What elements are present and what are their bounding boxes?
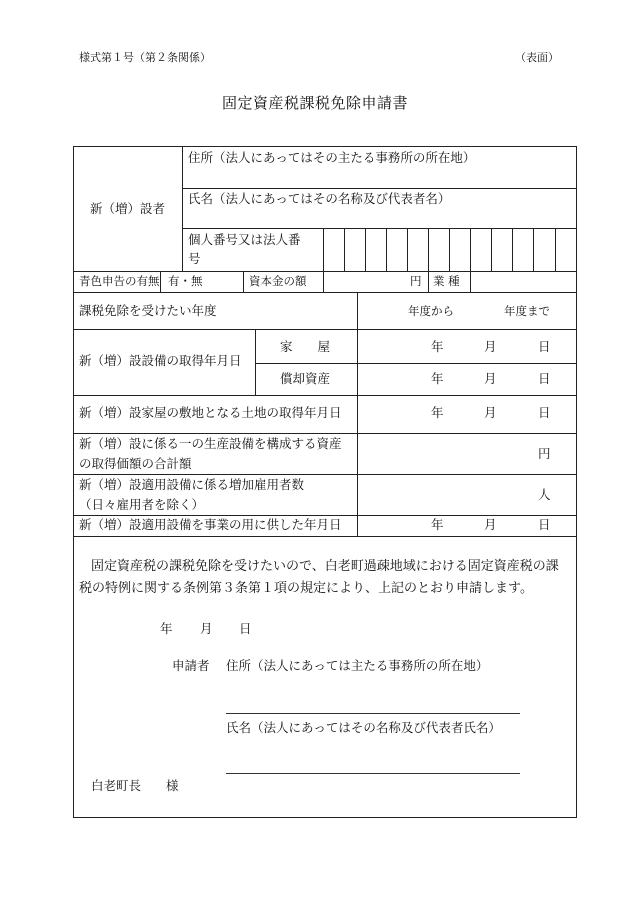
col-line: [357, 292, 358, 536]
id-digit-line: [449, 228, 450, 271]
capital-yen: 円: [410, 274, 422, 288]
total-cost-label: 新（増）設に係る一の生産設備を構成する資産: [79, 436, 342, 451]
depreciable-day: 日: [538, 371, 551, 386]
house-year: 年: [431, 339, 444, 354]
row-line: [73, 433, 577, 434]
application-body-line2: 税の特例に関する条例第３条第１項の規定により、上記のとおり申請します。: [79, 581, 533, 596]
face-label: （表面）: [515, 51, 559, 64]
form-title: 固定資産税課税免除申請書: [221, 94, 408, 112]
id-digit-line: [428, 228, 429, 271]
address-label: 住所（法人にあってはその主たる事務所の所在地）: [188, 150, 476, 165]
applicant-name: 氏名（法人にあってはその名称及び代表者氏名）: [226, 720, 501, 735]
land-month: 月: [484, 405, 497, 420]
addressee: 白老町長 様: [91, 778, 179, 793]
row-line: [182, 188, 577, 189]
col-line: [255, 329, 256, 395]
id-number-label: 個人番号又は法人番: [188, 232, 301, 247]
col-line: [243, 271, 244, 292]
id-digit-line: [407, 228, 408, 271]
house-label: 家 屋: [280, 339, 331, 354]
exempt-year-label: 課税免除を受けたい年度: [79, 303, 217, 318]
blue-return-options: 有・無: [168, 274, 203, 288]
land-year: 年: [431, 405, 444, 420]
business-use-label: 新（増）設適用設備を事業の用に供した年月日: [79, 517, 342, 532]
id-digit-line: [512, 228, 513, 271]
row-line: [73, 271, 577, 272]
col-line: [428, 271, 429, 292]
id-digit-line: [365, 228, 366, 271]
id-digit-line: [344, 228, 345, 271]
total-cost-yen: 円: [538, 446, 551, 461]
from-year: 年度から: [408, 304, 454, 318]
application-date-day: 日: [239, 621, 252, 636]
id-digit-line: [470, 228, 471, 271]
land-acq-label: 新（増）設家屋の敷地となる土地の取得年月日: [79, 405, 342, 420]
establisher-label: 新（増）設者: [90, 201, 166, 216]
house-month: 月: [484, 339, 497, 354]
row-line: [73, 536, 577, 537]
col-line: [160, 271, 161, 292]
id-digit-line: [386, 228, 387, 271]
row-line: [255, 363, 577, 364]
id-digit-line: [555, 228, 556, 271]
depreciable-year: 年: [431, 371, 444, 386]
application-body-line1: 固定資産税の課税免除を受けたいので、白老町過疎地域における固定資産税の課: [91, 559, 559, 574]
row-line: [73, 292, 577, 293]
row-line: [73, 395, 577, 396]
industry-label: 業 種: [433, 274, 460, 288]
form-number: 様式第１号（第２条関係）: [79, 51, 211, 64]
business-use-year: 年: [431, 517, 444, 532]
address-signature-line: [226, 713, 520, 714]
name-signature-line: [226, 773, 520, 774]
id-digit-line: [491, 228, 492, 271]
application-date-year: 年: [160, 621, 173, 636]
id-digit-line: [533, 228, 534, 271]
name-label: 氏名（法人にあってはその名称及び代表者名）: [188, 191, 451, 206]
applicant-address: 住所（法人にあっては主たる事務所の所在地）: [226, 658, 489, 673]
employees-label-2: （日々雇用者を除く）: [79, 497, 205, 512]
blue-return-label: 青色申告の有無: [79, 274, 160, 288]
employees-unit: 人: [538, 487, 551, 502]
col-line: [323, 271, 324, 292]
depreciable-month: 月: [484, 371, 497, 386]
business-use-day: 日: [538, 517, 551, 532]
row-line: [73, 329, 577, 330]
house-day: 日: [538, 339, 551, 354]
applicant-label: 申請者: [172, 658, 210, 673]
row-line: [73, 474, 577, 475]
business-use-month: 月: [484, 517, 497, 532]
row-line: [182, 228, 577, 229]
employees-label: 新（増）設適用設備に係る増加雇用者数: [79, 477, 305, 492]
total-cost-label-2: の取得価額の合計額: [79, 456, 192, 471]
land-day: 日: [538, 405, 551, 420]
id-number-label-2: 号: [188, 251, 201, 266]
to-year: 年度まで: [504, 304, 550, 318]
col-line: [323, 228, 324, 271]
application-date-month: 月: [200, 621, 213, 636]
col-line: [470, 271, 471, 292]
depreciable-label: 償却資産: [280, 371, 331, 386]
acq-date-label: 新（増）設設備の取得年月日: [79, 353, 242, 368]
capital-label: 資本金の額: [249, 274, 307, 288]
row-line: [73, 515, 577, 516]
col-line: [182, 146, 183, 271]
